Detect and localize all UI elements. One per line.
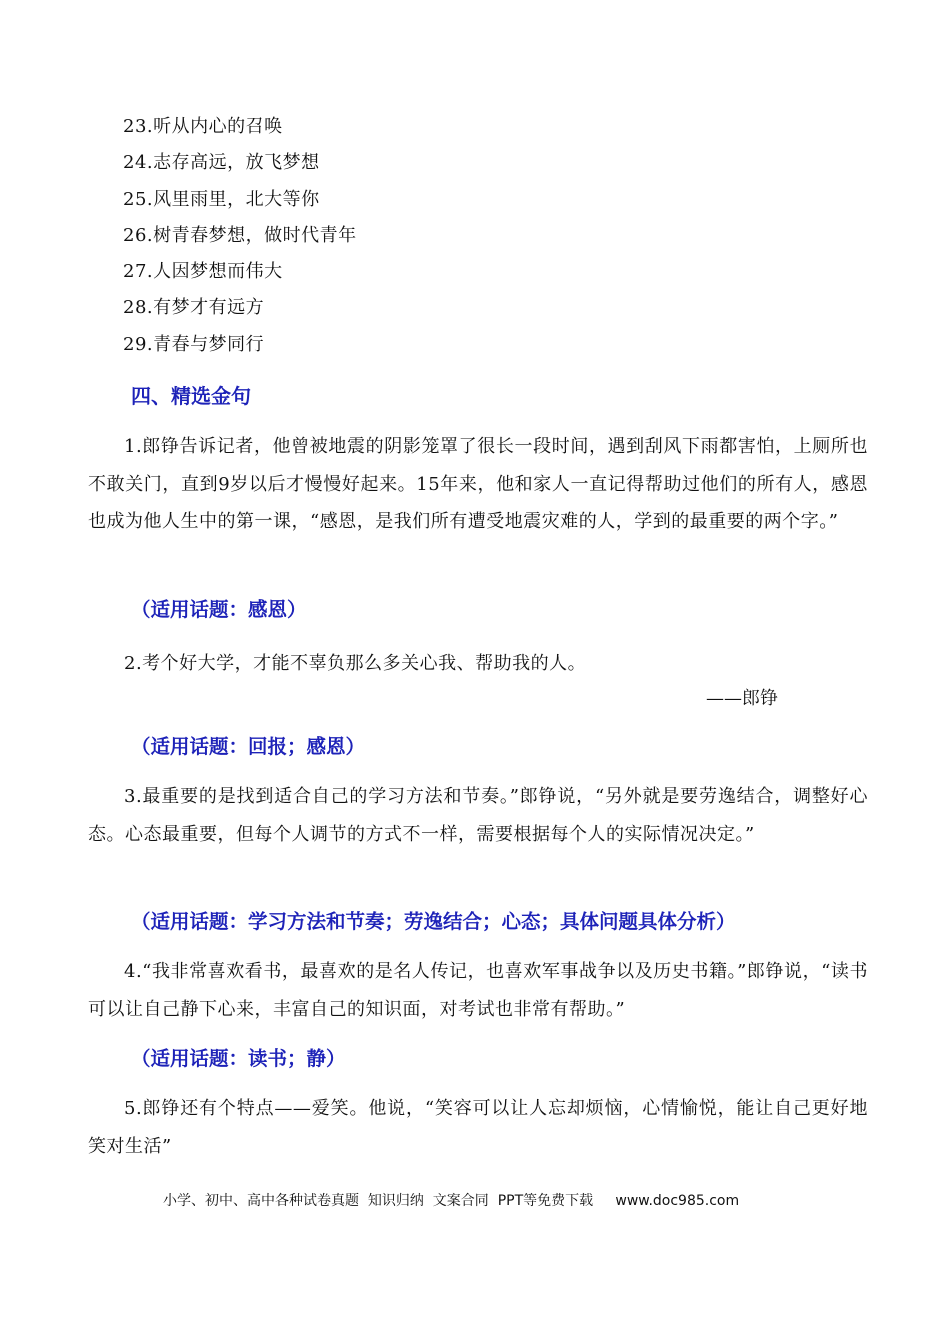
quote-paragraph: 2.考个好大学，才能不辜负那么多关心我、帮助我的人。 [124, 653, 587, 674]
quote-paragraph: 1.郎铮告诉记者，他曾被地震的阴影笼罩了很长一段时间，遇到刮风下雨都害怕，上厕所也不敢关门，直到9岁以后才慢慢好起来。15年来，他和家人一直记得帮助过他们的所有人，感恩也成为他人生中的第一课，“感恩，是我们所有遭受地震灾难的人，学到的最重要的两个字。” [88, 436, 868, 532]
list-item: 24.志存高远，放飞梦想 [123, 152, 320, 174]
topic-label: （适用话题：学习方法和节奏；劳逸结合；心态；具体问题具体分析） [131, 910, 736, 933]
page-footer: 小学、初中、高中各种试卷真题 知识归纳 文案合同 PPT等免费下载 www.doc985.com [163, 1193, 740, 1209]
topic-label: （适用话题：读书；静） [131, 1047, 346, 1070]
quote-paragraph: 5.郎铮还有个特点——爱笑。他说，“笑容可以让人忘却烦恼，心情愉悦，能让自己更好地笑对生活” [88, 1098, 868, 1157]
quote-attribution: ——郎铮 [706, 688, 778, 709]
section-heading: 四、精选金句 [131, 384, 251, 408]
list-item: 26.树青春梦想，做时代青年 [123, 224, 357, 246]
topic-label: （适用话题：感恩） [131, 598, 307, 621]
topic-label: （适用话题：回报；感恩） [131, 735, 366, 758]
list-item: 25.风里雨里，北大等你 [123, 188, 320, 210]
list-item: 28.有梦才有远方 [123, 297, 265, 319]
list-item: 23.听从内心的召唤 [123, 116, 283, 137]
slogan-list [123, 114, 357, 368]
quote-paragraph: 4.“我非常喜欢看书，最喜欢的是名人传记，也喜欢军事战争以及历史书籍。”郎铮说，“读书可以让自己静下心来，丰富自己的知识面，对考试也非常有帮助。” [88, 961, 868, 1020]
quote-paragraph: 3.最重要的是找到适合自己的学习方法和节奏。”郎铮说，“另外就是要劳逸结合，调整好心态。心态最重要，但每个人调节的方式不一样，需要根据每个人的实际情况决定。” [88, 786, 868, 845]
list-item: 27.人因梦想而伟大 [123, 261, 283, 283]
list-item: 29.青春与梦同行 [123, 333, 265, 355]
